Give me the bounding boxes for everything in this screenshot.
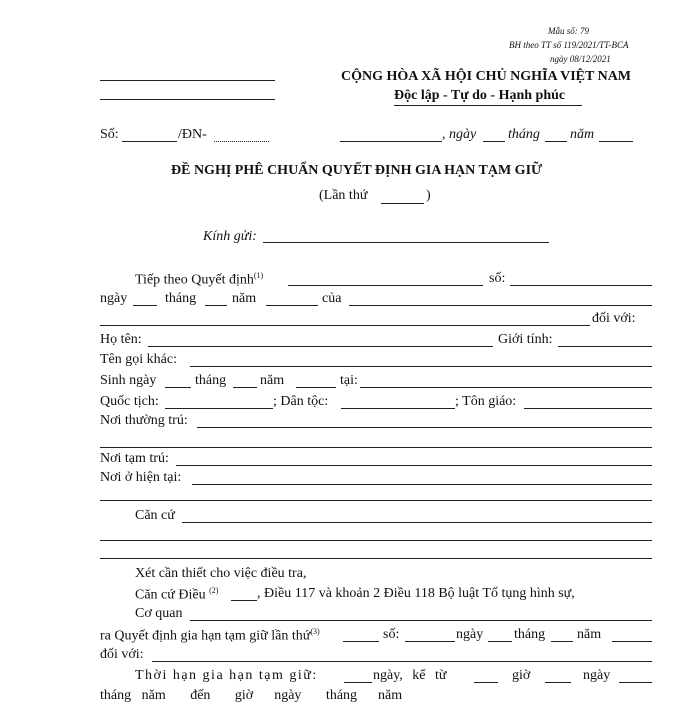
so-qd-field[interactable] — [510, 285, 652, 286]
dan-toc-label: ; Dân tộc: — [273, 394, 329, 409]
form-code-line2: BH theo TT số 119/2021/TT-BCA — [509, 40, 629, 50]
ton-giao-label: ; Tôn giáo: — [455, 394, 517, 409]
quoc-tich-field[interactable] — [165, 408, 273, 409]
can-cu-label: Căn cứ — [135, 508, 175, 523]
thang-field-1[interactable] — [205, 305, 227, 306]
ngay-field-1[interactable] — [133, 305, 157, 306]
noi-o-hien-tai-field-2[interactable] — [100, 500, 652, 501]
ra-qd-so-field[interactable] — [405, 641, 455, 642]
thoi-han-label: Thời hạn gia hạn tạm giữ: — [135, 668, 318, 683]
can-cu-field-3[interactable] — [100, 558, 652, 559]
dieu-117-text: , Điều 117 và khoản 2 Điều 118 Bộ luật Tố tụng hình sự, — [257, 586, 575, 601]
tai-field[interactable] — [360, 387, 652, 388]
ra-qd-nam-field[interactable] — [612, 641, 652, 642]
ten-goi-khac-field[interactable] — [190, 366, 652, 367]
ten-goi-khac-label: Tên gọi khác: — [100, 352, 177, 367]
so-field[interactable] — [122, 141, 177, 142]
date-day-field[interactable] — [483, 141, 505, 142]
gio-label: giờ — [512, 668, 531, 683]
ngay-ke-tu-label: ngày, kể từ — [373, 668, 447, 683]
noi-tam-tru-field[interactable] — [176, 465, 652, 466]
last-row-text: tháng năm đến giờ ngày tháng năm — [100, 688, 403, 703]
lan-thu-field[interactable] — [381, 203, 424, 204]
gioi-tinh-field[interactable] — [558, 346, 652, 347]
ra-qd-thang-label: tháng — [514, 627, 546, 642]
date-year-field[interactable] — [599, 141, 633, 142]
date-ngay-label: , ngày — [442, 127, 477, 142]
doi-voi-label-2: đối với: — [100, 647, 144, 662]
motto-underline — [394, 105, 582, 106]
thang-label-1: tháng — [165, 291, 197, 306]
ton-giao-field[interactable] — [524, 408, 652, 409]
ke-tu-field[interactable] — [474, 682, 498, 683]
co-quan-field[interactable] — [190, 620, 652, 621]
quyet-dinh-field[interactable] — [288, 285, 483, 286]
ra-qd-ngay-field[interactable] — [488, 641, 512, 642]
noi-thuong-tru-field-2[interactable] — [100, 447, 652, 448]
thoi-han-field[interactable] — [344, 682, 372, 683]
sinh-nam-label: năm — [260, 373, 285, 388]
lan-thu-qd-field[interactable] — [343, 641, 379, 642]
place-field[interactable] — [340, 141, 442, 142]
ra-qd-ngay-label: ngày — [456, 627, 484, 642]
noi-o-hien-tai-field[interactable] — [192, 484, 652, 485]
ngay-label-1: ngày — [100, 291, 128, 306]
doi-voi-field-2[interactable] — [152, 661, 652, 662]
noi-thuong-tru-field[interactable] — [197, 427, 652, 428]
form-code-line3: ngày 08/12/2021 — [550, 54, 611, 64]
noi-tam-tru-label: Nơi tạm trú: — [100, 451, 169, 466]
dan-toc-field[interactable] — [341, 408, 455, 409]
tai-label: tại: — [340, 373, 358, 388]
co-quan-label: Cơ quan — [135, 606, 183, 621]
nation-heading: CỘNG HÒA XÃ HỘI CHỦ NGHĨA VIỆT NAM — [341, 69, 632, 84]
ho-ten-label: Họ tên: — [100, 332, 142, 347]
so-qd-label: số: — [489, 271, 506, 286]
dn-label: /ĐN- — [178, 127, 207, 142]
document-title: ĐỀ NGHỊ PHÊ CHUẨN QUYẾT ĐỊNH GIA HẠN TẠM GIỮ — [171, 163, 543, 178]
xet-can-thiet-text: Xét cần thiết cho việc điều tra, — [135, 566, 307, 581]
date-month-field[interactable] — [545, 141, 567, 142]
kinh-gui-field[interactable] — [263, 242, 549, 243]
title-sub-open: (Lần thứ — [319, 188, 368, 203]
form-code-line1: Mẫu số: 79 — [548, 26, 589, 36]
can-cu-field-2[interactable] — [100, 540, 652, 541]
nam-field-1[interactable] — [266, 305, 318, 306]
agency-line-2[interactable] — [100, 99, 275, 100]
date-nam-label: năm — [570, 127, 595, 142]
agency-line-1[interactable] — [100, 80, 275, 81]
tiep-theo-label: Tiếp theo Quyết định$^{(1)}$ — [135, 271, 264, 288]
sinh-ngay-label: Sinh ngày — [100, 373, 157, 388]
can-cu-dieu-field[interactable] — [231, 600, 257, 601]
motto: Độc lập - Tự do - Hạnh phúc — [394, 88, 566, 103]
ngay-label-2: ngày — [583, 668, 611, 683]
quoc-tich-label: Quốc tịch: — [100, 394, 159, 409]
ra-qd-so-label: số: — [383, 627, 400, 642]
dn-field[interactable] — [214, 141, 269, 142]
ngay-field-2[interactable] — [619, 682, 652, 683]
sinh-nam-field[interactable] — [296, 387, 336, 388]
doi-voi-label: đối với: — [592, 311, 636, 326]
sinh-ngay-field[interactable] — [165, 387, 191, 388]
cua-label: của — [322, 291, 342, 306]
gio-field[interactable] — [545, 682, 571, 683]
nam-label-1: năm — [232, 291, 257, 306]
date-thang-label: tháng — [508, 127, 540, 142]
title-sub-close: ) — [426, 188, 431, 203]
noi-thuong-tru-label: Nơi thường trú: — [100, 413, 188, 428]
kinh-gui-label: Kính gửi: — [203, 229, 257, 244]
so-label: Số: — [100, 127, 119, 142]
can-cu-dieu-label: Căn cứ Điều $^{(2)}$ — [135, 586, 219, 603]
ra-qd-label: ra Quyết định gia hạn tạm giữ lần thứ$^{(3)}$ — [100, 627, 320, 644]
noi-o-hien-tai-label: Nơi ở hiện tại: — [100, 470, 182, 485]
can-cu-field[interactable] — [182, 522, 652, 523]
ra-qd-nam-label: năm — [577, 627, 602, 642]
ho-ten-field[interactable] — [148, 346, 493, 347]
ra-qd-thang-field[interactable] — [551, 641, 573, 642]
sinh-thang-label: tháng — [195, 373, 227, 388]
gioi-tinh-label: Giới tính: — [498, 332, 553, 347]
sinh-thang-field[interactable] — [233, 387, 257, 388]
cua-field[interactable] — [349, 305, 652, 306]
doi-voi-field[interactable] — [100, 325, 590, 326]
